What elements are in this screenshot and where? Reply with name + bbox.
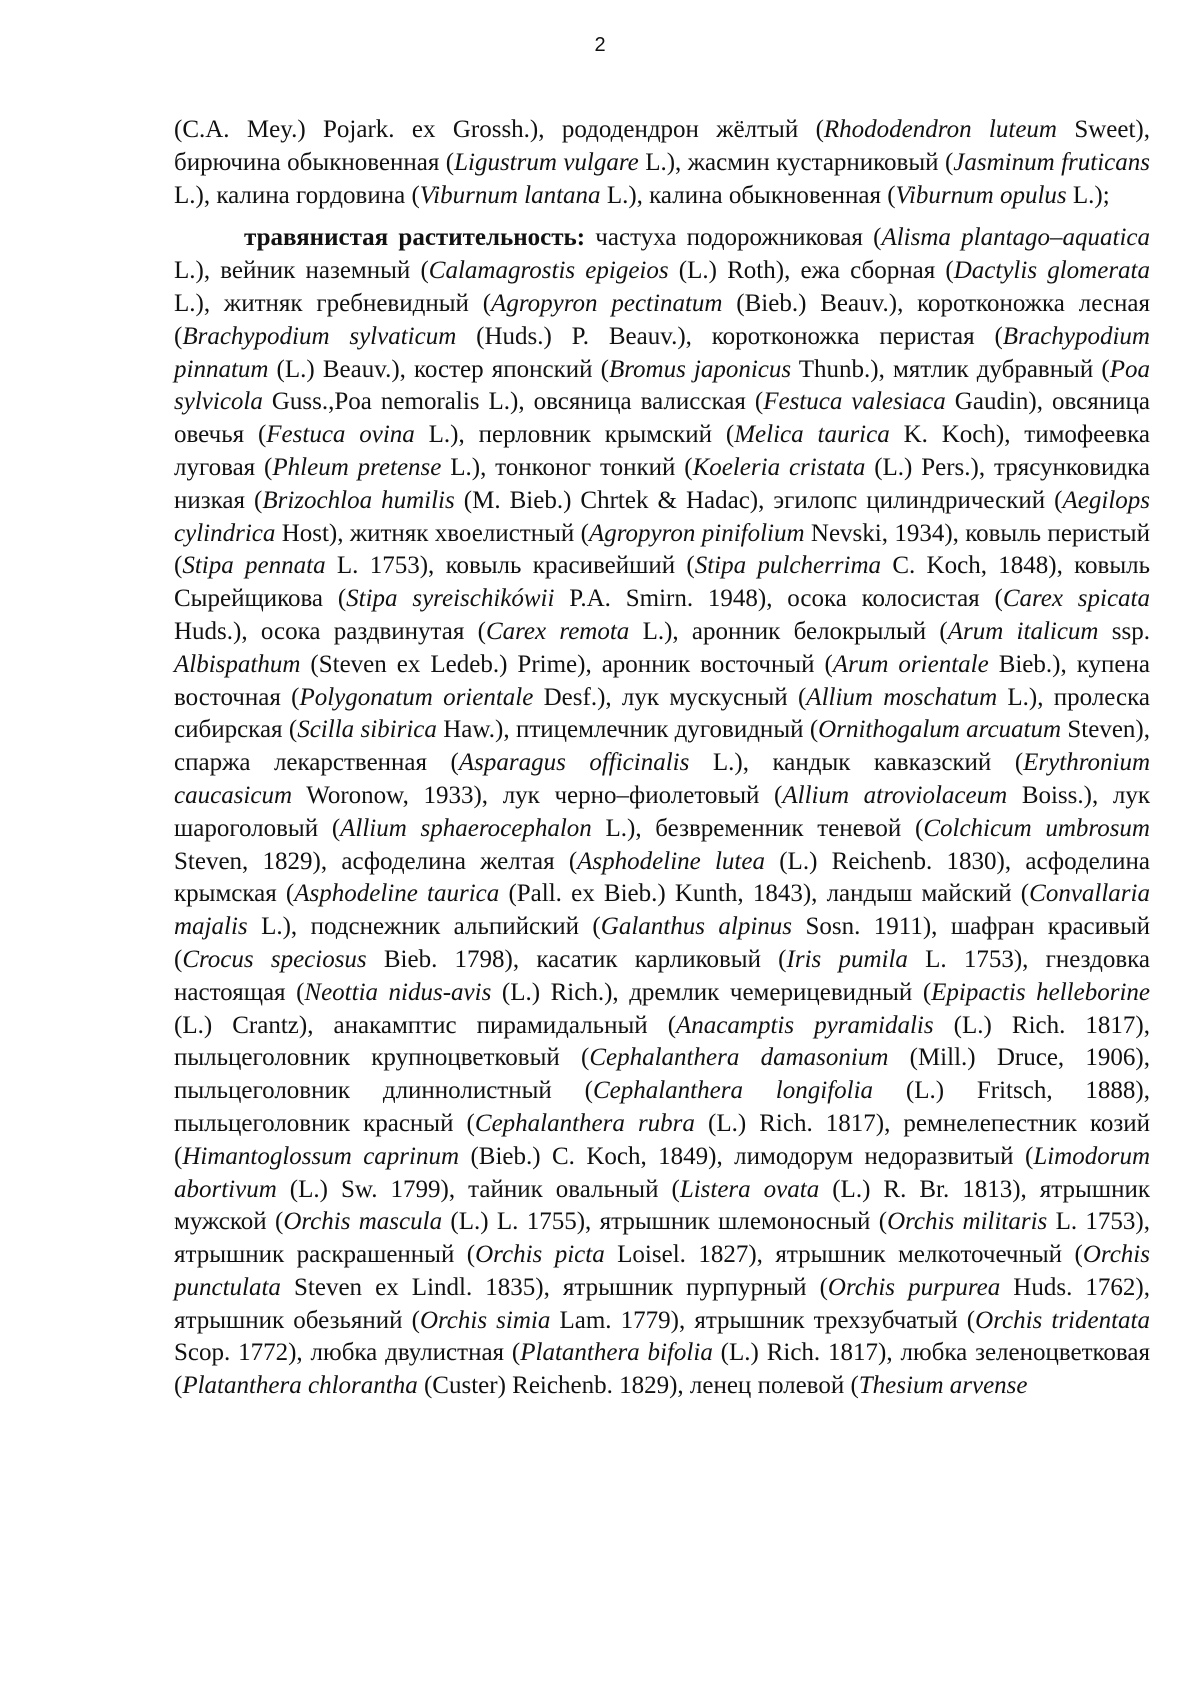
text-segment: Bieb.), купена восточная ( [174, 650, 1150, 711]
latin-name: Aegilops cylindrica [174, 486, 1150, 547]
latin-name: Platanthera chlorantha [182, 1372, 418, 1400]
latin-name: Convallaria majalis [174, 880, 1150, 941]
latin-name: Jasminum fruticans [953, 148, 1150, 176]
latin-name: Festuca valesiaca [763, 388, 946, 416]
text-segment: (M. Bieb.) Chrtek & Hadac), эгилопс цилиндрический ( [454, 486, 1063, 514]
text-segment: L.), пролеска сибирская ( [174, 683, 1150, 744]
text-segment: (L.) Crantz), анакамптис пирамидальный ( [174, 1011, 677, 1039]
latin-name: Festuca ovina [266, 421, 415, 449]
text-segment: L.), аронник белокрылый ( [629, 617, 948, 645]
latin-name: Limodorum abortivum [174, 1142, 1150, 1203]
page-number: 2 [594, 34, 606, 56]
latin-name: Carex spicata [1002, 585, 1150, 613]
latin-name: Stipa pulcherrima [694, 552, 882, 580]
latin-name: Ornithogalum arcuatum [818, 716, 1062, 744]
latin-name: Brachypodium sylvaticum [182, 322, 457, 350]
text-segment: Guss.,Poa nemoralis L.), овсяница валисская ( [262, 388, 764, 416]
text-segment: (L.) Rich. 1817), ремнелепестник козий ( [174, 1109, 1151, 1170]
text-segment: L.), калина обыкновенная ( [600, 181, 896, 209]
latin-name: Allium atroviolaceum [782, 781, 1008, 809]
latin-name: Alisma plantago–aquatica [881, 224, 1151, 252]
text-segment: Steven), спаржа лекарственная ( [174, 716, 1151, 777]
text-segment: (Custer) Reichenb. 1829), ленец полевой ( [417, 1372, 859, 1400]
text-segment: Boiss.), лук шароголовый ( [174, 781, 1150, 842]
latin-name: Melica taurica [734, 421, 890, 449]
latin-name: Stipa syreischikówii [346, 585, 555, 613]
latin-name: Allium sphaerocephalon [340, 814, 592, 842]
text-segment: Haw.), птицемлечник дуговидный ( [436, 716, 819, 744]
latin-name: Himantoglossum caprinum [182, 1142, 460, 1170]
latin-name: Cephalanthera longifolia [592, 1077, 874, 1105]
latin-name: Colchicum umbrosum [923, 814, 1150, 842]
text-segment: (L.) Rich. 1817), пыльцеголовник крупноцветковый ( [174, 1011, 1151, 1072]
latin-name: Orchis simia [419, 1306, 551, 1334]
text-segment: L.), подснежник альпийский ( [247, 913, 601, 941]
latin-name: Phleum pretense [272, 453, 442, 481]
latin-name: Epipactis helleborine [931, 978, 1150, 1006]
text-segment: (Huds.) P. Beauv.), коротконожка перистая ( [456, 322, 1003, 350]
text-segment: (L.) Reichenb. 1830), асфоделина крымская ( [174, 847, 1151, 908]
text-segment: L.), вейник наземный ( [174, 257, 429, 285]
text-segment: Desf.), лук мускусный ( [533, 683, 807, 711]
text-segment: ssp. [1098, 617, 1150, 645]
latin-name: Viburnum lantana [419, 181, 601, 209]
latin-name: Rhododendron luteum [823, 116, 1057, 143]
section-label: травянистая растительность: [244, 224, 586, 252]
latin-name: Brizochloa humilis [262, 486, 455, 514]
latin-name: Orchis picta [475, 1241, 605, 1269]
text-segment: (L.) Roth), ежа сборная ( [668, 257, 954, 285]
text-segment: Host), житняк хвоелистный ( [275, 519, 589, 547]
latin-name: Asparagus officinalis [458, 749, 690, 777]
latin-name: Ligustrum vulgare [454, 148, 639, 176]
text-segment: Woronow, 1933), лук черно–фиолетовый ( [292, 781, 783, 809]
text-segment: Huds.), осока раздвинутая ( [174, 617, 486, 645]
latin-name: Orchis tridentata [975, 1306, 1150, 1334]
text-segment: L.), перловник крымский ( [414, 421, 735, 449]
text-segment: Steven ex Lindl. 1835), ятрышник пурпурный ( [280, 1273, 828, 1301]
latin-name: Iris pumila [786, 945, 908, 973]
text-segment: (L.) L. 1755), ятрышник шлемоносный ( [442, 1208, 888, 1236]
latin-name: Agropyron pinifolium [588, 519, 805, 547]
text-segment: Sweet), бирючина обыкновенная ( [174, 116, 1150, 176]
latin-name: Galanthus alpinus [600, 913, 792, 941]
text-segment: (L.) Rich.), дремлик чемерицевидный ( [491, 978, 932, 1006]
text-segment: L.), калина гордовина ( [174, 181, 420, 209]
latin-name: Arum italicum [947, 617, 1099, 645]
text-segment: L. 1753), гнездовка настоящая ( [174, 945, 1150, 1006]
latin-name: Platanthera bifolia [520, 1339, 713, 1367]
latin-name: Orchis mascula [283, 1208, 443, 1236]
text-segment: L.), тонконог тонкий ( [441, 453, 693, 481]
text-segment: Bieb. 1798), касатик карликовый ( [366, 945, 787, 973]
latin-name: Allium moschatum [806, 683, 998, 711]
latin-name: Neottia nidus-avis [304, 978, 492, 1006]
text-segment: (Pall. ex Bieb.) Kunth, 1843), ландыш майский ( [499, 880, 1030, 908]
latin-name: Listera ovata [679, 1175, 820, 1203]
text-segment: L. 1753), ковыль красивейший ( [325, 552, 695, 580]
text-segment: L.); [1066, 181, 1110, 209]
text-segment: (C.A. Mey.) Pojark. ex Grossh.), рододендрон жёлтый ( [174, 116, 824, 143]
text-segment: (Mill.) Druce, 1906), пыльцеголовник длиннолистный ( [174, 1044, 1150, 1105]
latin-name: Arum orientale [832, 650, 989, 678]
text-segment: K. Koch), тимофеевка луговая ( [174, 421, 1150, 481]
text-segment: Gaudin), овсяница овечья ( [174, 388, 1150, 449]
latin-name: Stipa pennata [182, 552, 326, 580]
text-segment: (L.) R. Br. 1813), ятрышник мужской ( [174, 1175, 1150, 1236]
text-segment: (L.) Fritsch, 1888), пыльцеголовник красный ( [174, 1077, 1150, 1137]
text-segment: L.), жасмин кустарниковый ( [638, 148, 954, 176]
latin-name: Albispathum [174, 650, 301, 678]
latin-name: Carex remota [485, 617, 630, 645]
text-segment: (L.) Sw. 1799), тайник овальный ( [276, 1175, 680, 1203]
latin-name: Koeleria cristata [692, 453, 866, 481]
latin-name: Brachypodium pinnatum [174, 322, 1150, 383]
text-segment: Loisel. 1827), ятрышник мелкоточечный ( [604, 1241, 1083, 1269]
latin-name: Calamagrostis epigeios [428, 257, 669, 285]
document-body [174, 114, 1150, 1403]
text-segment: C. Koch, 1848), ковыль Сырейщикова ( [174, 552, 1150, 613]
latin-name: Agropyron pectinatum [491, 289, 723, 317]
text-segment: L. 1753), ятрышник раскрашенный ( [174, 1208, 1150, 1269]
text-segment: P.A. Smirn. 1948), осока колосистая ( [554, 585, 1003, 613]
paragraph-p2 [174, 222, 1150, 1403]
text-segment: Nevski, 1934), ковыль перистый ( [174, 519, 1150, 580]
latin-name: Thesium arvense [858, 1372, 1028, 1400]
latin-name: Asphodeline taurica [294, 880, 500, 908]
text-segment: (L.) Beauv.), костер японский ( [268, 355, 609, 383]
text-segment: (L.) Rich. 1817), любка зеленоцветковая ( [174, 1339, 1150, 1400]
text-segment: (Steven ex Ledeb.) Prime), аронник восточный ( [300, 650, 833, 678]
latin-name: Asphodeline lutea [577, 847, 765, 875]
text-segment: L.), безвременник теневой ( [591, 814, 924, 842]
paragraph-p1 [174, 114, 1150, 212]
latin-name: Orchis purpurea [827, 1273, 1001, 1301]
latin-name: Anacamptis pyramidalis [676, 1011, 934, 1039]
latin-name: Polygonatum orientale [299, 683, 534, 711]
text-segment: L.), житняк гребневидный ( [174, 289, 492, 317]
latin-name: Bromus japonicus [608, 355, 792, 383]
latin-name: Cephalanthera rubra [474, 1109, 695, 1137]
latin-name: Orchis punctulata [174, 1241, 1150, 1301]
text-segment: (Bieb.) C. Koch, 1849), лимодорум недоразвитый ( [459, 1142, 1034, 1170]
text-segment: (L.) Pers.), трясунковидка низкая ( [174, 453, 1150, 514]
latin-name: Dactylis glomerata [953, 257, 1150, 285]
latin-name: Scilla sibirica [297, 716, 437, 744]
text-segment: Thunb.), мятлик дубравный ( [791, 355, 1110, 383]
text-segment: Huds. 1762), ятрышник обезьяний ( [174, 1273, 1150, 1334]
latin-name: Viburnum opulus [895, 181, 1067, 209]
latin-name: Poa sylvicola [174, 355, 1150, 416]
text-segment: Lam. 1779), ятрышник трехзубчатый ( [550, 1306, 976, 1334]
text-segment: L.), кандык кавказский ( [689, 749, 1024, 777]
text-segment: Sosn. 1911), шафран красивый ( [174, 913, 1150, 973]
latin-name: Orchis militaris [887, 1208, 1048, 1236]
latin-name: Crocus speciosus [182, 945, 367, 973]
latin-name: Cephalanthera damasonium [589, 1044, 889, 1072]
text-segment: частуха подорожниковая ( [585, 224, 882, 252]
text-segment: Scop. 1772), любка двулистная ( [174, 1339, 521, 1367]
text-segment: Steven, 1829), асфоделина желтая ( [174, 847, 578, 875]
latin-name: Erythronium caucasicum [174, 749, 1150, 809]
text-segment: (Bieb.) Beauv.), коротконожка лесная ( [174, 289, 1150, 350]
